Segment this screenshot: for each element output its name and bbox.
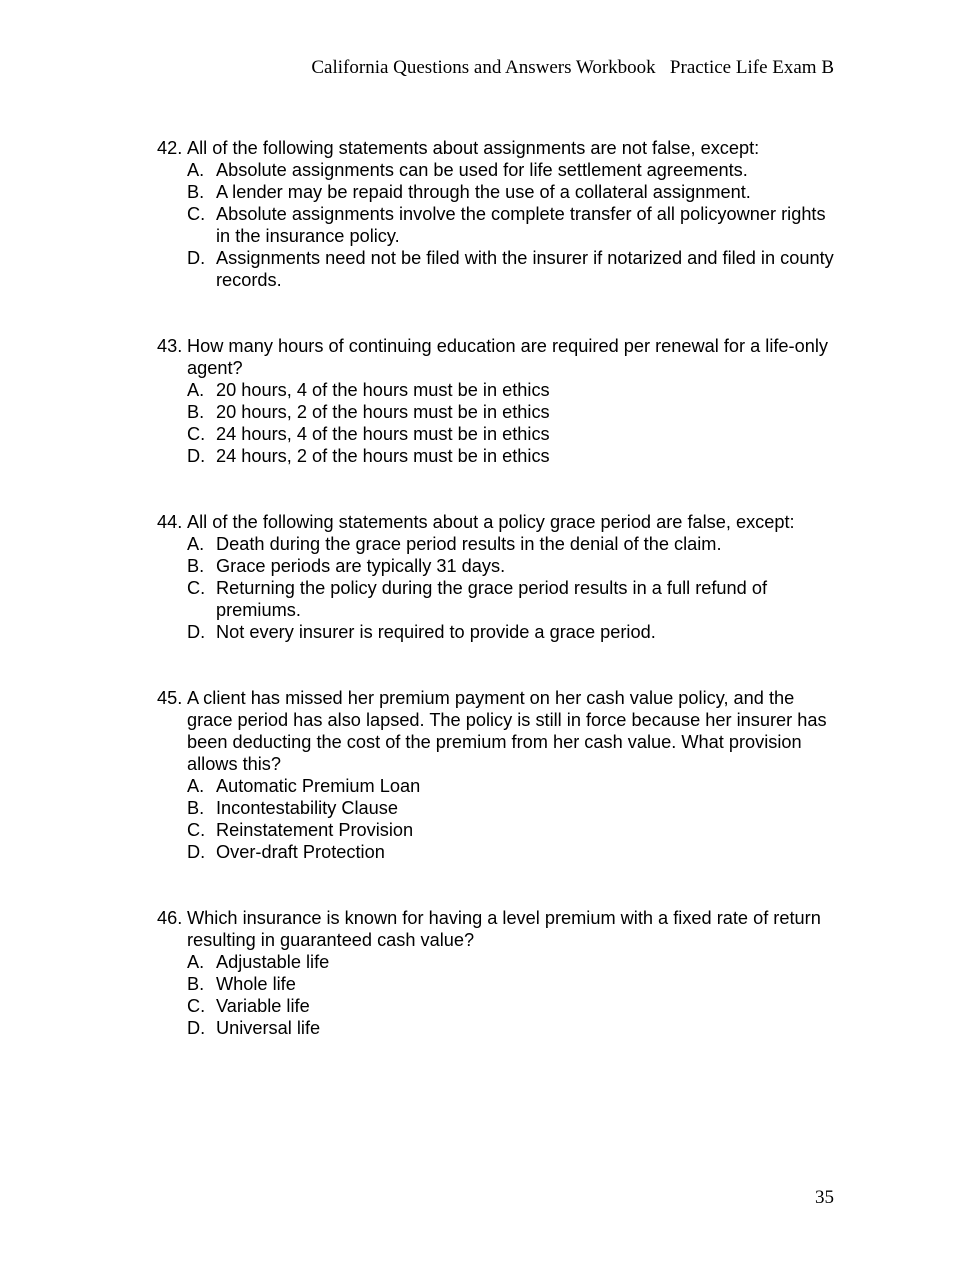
question-42: [157, 137, 842, 291]
option-letter: B.: [187, 798, 205, 818]
answer-option: [187, 401, 842, 423]
question-43: [157, 335, 842, 467]
answer-option: [187, 819, 842, 841]
answer-option: [187, 995, 842, 1017]
option-text: 24 hours, 4 of the hours must be in ethics: [216, 424, 550, 444]
answer-option: [187, 555, 842, 577]
question-text: Which insurance is known for having a level premium with a fixed rate of return resulting in guaranteed cash value?: [187, 908, 821, 950]
answer-option: [187, 775, 842, 797]
question-text: All of the following statements about a policy grace period are false, except:: [187, 512, 795, 532]
option-text: Grace periods are typically 31 days.: [216, 556, 506, 576]
answer-options: [157, 775, 842, 863]
option-letter: C.: [187, 424, 206, 444]
question-46: [157, 907, 842, 1039]
answer-options: [157, 951, 842, 1039]
answer-options: [157, 159, 842, 291]
option-letter: B.: [187, 182, 205, 202]
answer-option: [187, 973, 842, 995]
option-text: 20 hours, 2 of the hours must be in ethics: [216, 402, 550, 422]
answer-option: [187, 379, 842, 401]
question-number: 46.: [157, 908, 183, 928]
answer-option: [187, 247, 842, 291]
option-text: A lender may be repaid through the use of a collateral assignment.: [216, 182, 751, 202]
answer-option: [187, 841, 842, 863]
option-letter: A.: [187, 160, 205, 180]
answer-options: [157, 379, 842, 467]
option-text: Universal life: [216, 1018, 321, 1038]
answer-options: [157, 533, 842, 643]
option-text: Whole life: [216, 974, 296, 994]
question-number: 43.: [157, 336, 183, 356]
option-letter: C.: [187, 996, 206, 1016]
option-text: Returning the policy during the grace period results in a full refund of premiums.: [216, 578, 767, 620]
answer-option: [187, 445, 842, 467]
option-text: Absolute assignments can be used for life settlement agreements.: [216, 160, 748, 180]
option-letter: A.: [187, 776, 205, 796]
question-stem: [157, 907, 842, 951]
question-number: 44.: [157, 512, 183, 532]
option-letter: A.: [187, 952, 205, 972]
option-text: Adjustable life: [216, 952, 330, 972]
question-text: A client has missed her premium payment on her cash value policy, and the grace period has also lapsed. The policy is still in force because her insurer has been deducting the cost of the premium from her cash value. What provision allows this?: [187, 688, 827, 774]
question-number: 45.: [157, 688, 183, 708]
answer-option: [187, 1017, 842, 1039]
question-45: [157, 687, 842, 863]
question-stem: [157, 335, 842, 379]
page-number: 35: [815, 1187, 834, 1208]
option-text: 24 hours, 2 of the hours must be in ethics: [216, 446, 550, 466]
question-number: 42.: [157, 138, 183, 158]
option-text: Reinstatement Provision: [216, 820, 414, 840]
question-44: [157, 511, 842, 643]
option-letter: C.: [187, 820, 206, 840]
option-text: Absolute assignments involve the complete transfer of all policyowner rights in the insurance policy.: [216, 204, 826, 246]
option-letter: D.: [187, 446, 206, 466]
question-stem: [157, 687, 842, 775]
option-text: Over-draft Protection: [216, 842, 385, 862]
answer-option: [187, 159, 842, 181]
answer-option: [187, 423, 842, 445]
option-text: Assignments need not be filed with the insurer if notarized and filed in county records.: [216, 248, 834, 290]
option-letter: D.: [187, 248, 206, 268]
answer-option: [187, 797, 842, 819]
option-letter: B.: [187, 556, 205, 576]
answer-option: [187, 203, 842, 247]
answer-option: [187, 533, 842, 555]
answer-option: [187, 621, 842, 643]
option-letter: B.: [187, 402, 205, 422]
option-letter: C.: [187, 578, 206, 598]
question-text: All of the following statements about assignments are not false, except:: [187, 138, 760, 158]
answer-option: [187, 951, 842, 973]
answer-option: [187, 181, 842, 203]
option-letter: D.: [187, 622, 206, 642]
option-text: Automatic Premium Loan: [216, 776, 421, 796]
option-text: 20 hours, 4 of the hours must be in ethics: [216, 380, 550, 400]
option-text: Variable life: [216, 996, 310, 1016]
option-letter: B.: [187, 974, 205, 994]
option-text: Not every insurer is required to provide a grace period.: [216, 622, 656, 642]
option-letter: C.: [187, 204, 206, 224]
page-header: California Questions and Answers Workbook Practice Life Exam B: [311, 57, 834, 78]
option-letter: A.: [187, 534, 205, 554]
option-letter: D.: [187, 1018, 206, 1038]
answer-option: [187, 577, 842, 621]
question-text: How many hours of continuing education are required per renewal for a life-only agent?: [187, 336, 828, 378]
option-letter: A.: [187, 380, 205, 400]
option-letter: D.: [187, 842, 206, 862]
option-text: Incontestability Clause: [216, 798, 398, 818]
question-list: [157, 137, 842, 1083]
question-stem: [157, 137, 842, 159]
option-text: Death during the grace period results in the denial of the claim.: [216, 534, 722, 554]
question-stem: [157, 511, 842, 533]
